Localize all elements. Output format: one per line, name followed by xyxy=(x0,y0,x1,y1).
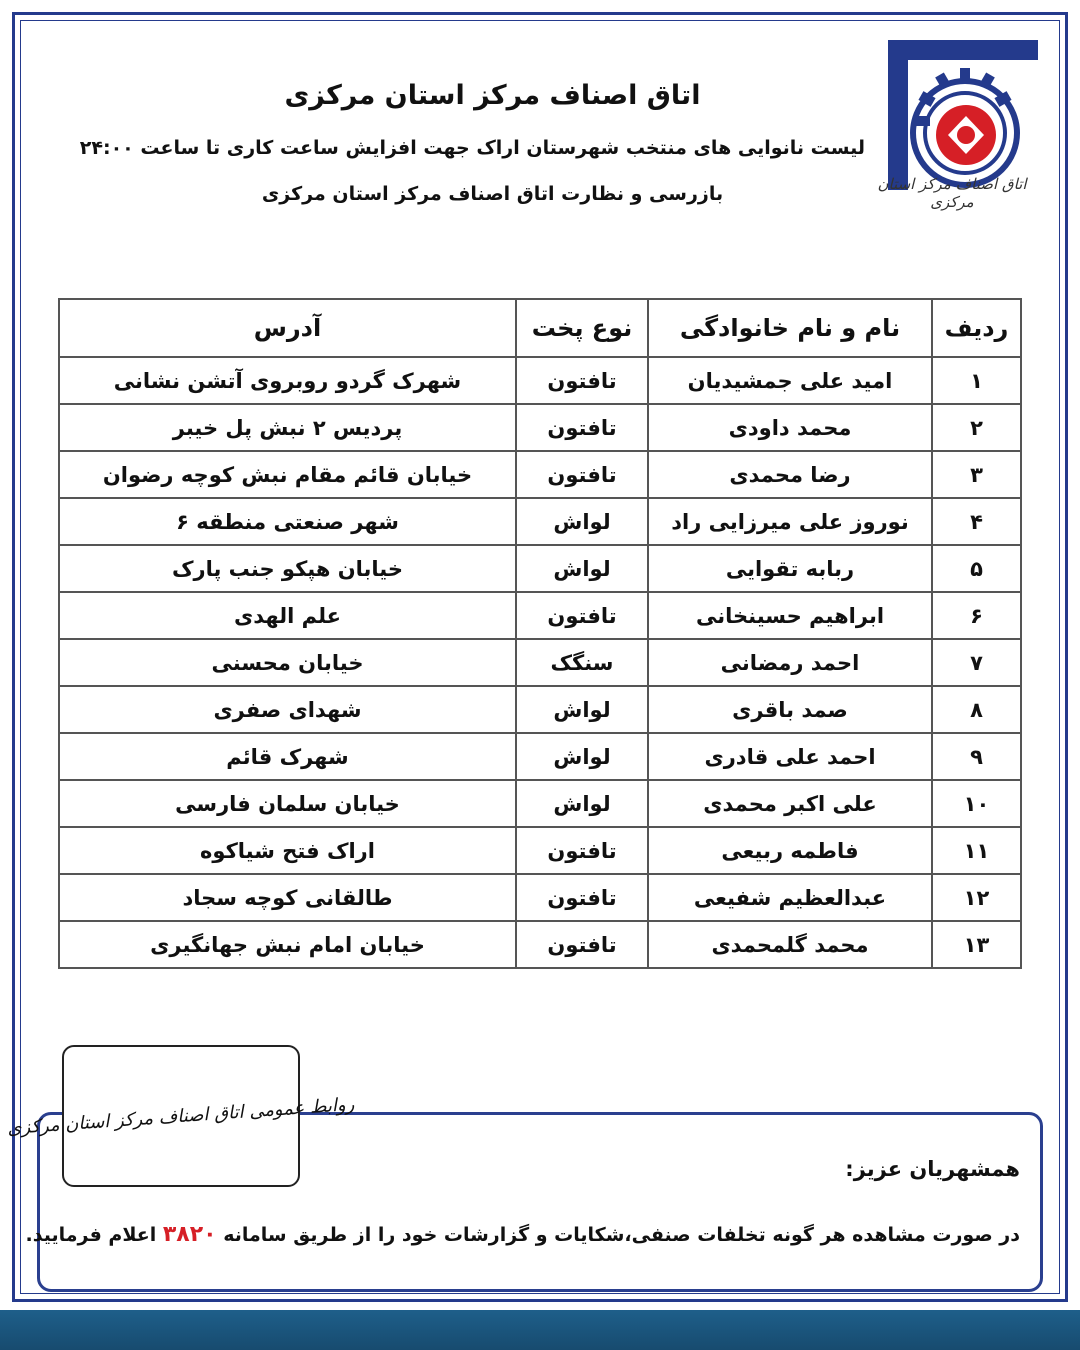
cell-address: طالقانی کوچه سجاد xyxy=(59,874,516,921)
table-row xyxy=(59,498,1021,545)
cell-bake-type: تافتون xyxy=(516,921,648,968)
header-name: نام و نام خانوادگی xyxy=(648,299,932,357)
table-row xyxy=(59,592,1021,639)
table-row xyxy=(59,733,1021,780)
cell-address: علم الهدی xyxy=(59,592,516,639)
cell-address: اراک فتح شیاکوه xyxy=(59,827,516,874)
stamp-text: روابط عمومی اتاق اصناف مرکز استان مرکزی xyxy=(6,1093,356,1139)
table-row xyxy=(59,357,1021,404)
cell-bake-type: تافتون xyxy=(516,451,648,498)
cell-name: نوروز علی میرزایی راد xyxy=(648,498,932,545)
cell-name: عبدالعظیم شفیعی xyxy=(648,874,932,921)
cell-address: خیابان امام نبش جهانگیری xyxy=(59,921,516,968)
cell-row-number: ۴ xyxy=(932,498,1021,545)
hotline-number: ۳۸۲۰ xyxy=(162,1222,217,1247)
notice-text xyxy=(26,1222,1020,1247)
cell-bake-type: تافتون xyxy=(516,404,648,451)
cell-name: فاطمه ربیعی xyxy=(648,827,932,874)
page-title: اتاق اصناف مرکز استان مرکزی xyxy=(284,80,701,111)
cell-row-number: ۱۳ xyxy=(932,921,1021,968)
cell-name: علی اکبر محمدی xyxy=(648,780,932,827)
cell-address: خیابان محسنی xyxy=(59,639,516,686)
table-row xyxy=(59,404,1021,451)
cell-name: امید علی جمشیدیان xyxy=(648,357,932,404)
table-row xyxy=(59,545,1021,592)
cell-row-number: ۱۱ xyxy=(932,827,1021,874)
cell-row-number: ۱ xyxy=(932,357,1021,404)
table-row xyxy=(59,451,1021,498)
cell-row-number: ۵ xyxy=(932,545,1021,592)
cell-name: ربابه تقوایی xyxy=(648,545,932,592)
cell-address: خیابان سلمان فارسی xyxy=(59,780,516,827)
cell-bake-type: لواش xyxy=(516,686,648,733)
cell-name: محمد داودی xyxy=(648,404,932,451)
cell-name: صمد باقری xyxy=(648,686,932,733)
cell-row-number: ۸ xyxy=(932,686,1021,733)
cell-bake-type: سنگک xyxy=(516,639,648,686)
cell-bake-type: تافتون xyxy=(516,357,648,404)
cell-bake-type: لواش xyxy=(516,498,648,545)
header xyxy=(79,80,865,205)
page-subtitle-2: بازرسی و نظارت اتاق اصناف مرکز استان مرکزی xyxy=(261,183,724,205)
page-subtitle: لیست نانوایی های منتخب شهرستان اراک جهت افزایش ساعت کاری تا ساعت ۲۴:۰۰ xyxy=(79,137,865,159)
cell-address: شهرک قائم xyxy=(59,733,516,780)
header-bake-type: نوع پخت xyxy=(516,299,648,357)
cell-row-number: ۱۲ xyxy=(932,874,1021,921)
table-row xyxy=(59,827,1021,874)
table-row xyxy=(59,874,1021,921)
cell-name: محمد گلمحمدی xyxy=(648,921,932,968)
notice-text-before: در صورت مشاهده هر گونه تخلفات صنفی،شکایات و گزارشات خود را از طریق سامانه xyxy=(223,1224,1020,1246)
table-header-row xyxy=(59,299,1021,357)
cell-name: احمد رمضانی xyxy=(648,639,932,686)
cell-address: خیابان هپکو جنب پارک xyxy=(59,545,516,592)
cell-name: رضا محمدی xyxy=(648,451,932,498)
cell-row-number: ۳ xyxy=(932,451,1021,498)
cell-row-number: ۶ xyxy=(932,592,1021,639)
logo-caption: اتاق اصناف مرکز استان مرکزی xyxy=(877,175,1027,211)
table-row xyxy=(59,639,1021,686)
cell-row-number: ۷ xyxy=(932,639,1021,686)
cell-bake-type: لواش xyxy=(516,545,648,592)
cell-row-number: ۱۰ xyxy=(932,780,1021,827)
cell-bake-type: لواش xyxy=(516,733,648,780)
cell-bake-type: تافتون xyxy=(516,592,648,639)
bottom-band xyxy=(0,1310,1080,1350)
notice-greeting: همشهریان عزیز: xyxy=(845,1157,1020,1181)
cell-bake-type: تافتون xyxy=(516,874,648,921)
notice-text-after: اعلام فرمایید. xyxy=(25,1224,157,1246)
table-row xyxy=(59,686,1021,733)
cell-bake-type: لواش xyxy=(516,780,648,827)
cell-address: شهرک گردو روبروی آتشن نشانی xyxy=(59,357,516,404)
header-row-number: ردیف xyxy=(932,299,1021,357)
cell-address: شهدای صفری xyxy=(59,686,516,733)
public-relations-stamp xyxy=(6,1045,356,1187)
cell-row-number: ۹ xyxy=(932,733,1021,780)
table-row xyxy=(59,921,1021,968)
cell-address: شهر صنعتی منطقه ۶ xyxy=(59,498,516,545)
cell-name: ابراهیم حسینخانی xyxy=(648,592,932,639)
cell-row-number: ۲ xyxy=(932,404,1021,451)
cell-name: احمد علی قادری xyxy=(648,733,932,780)
bakery-table xyxy=(58,298,1022,969)
cell-address: پردیس ۲ نبش پل خیبر xyxy=(59,404,516,451)
header-address: آدرس xyxy=(59,299,516,357)
cell-address: خیابان قائم مقام نبش کوچه رضوان xyxy=(59,451,516,498)
cell-bake-type: تافتون xyxy=(516,827,648,874)
table-row xyxy=(59,780,1021,827)
